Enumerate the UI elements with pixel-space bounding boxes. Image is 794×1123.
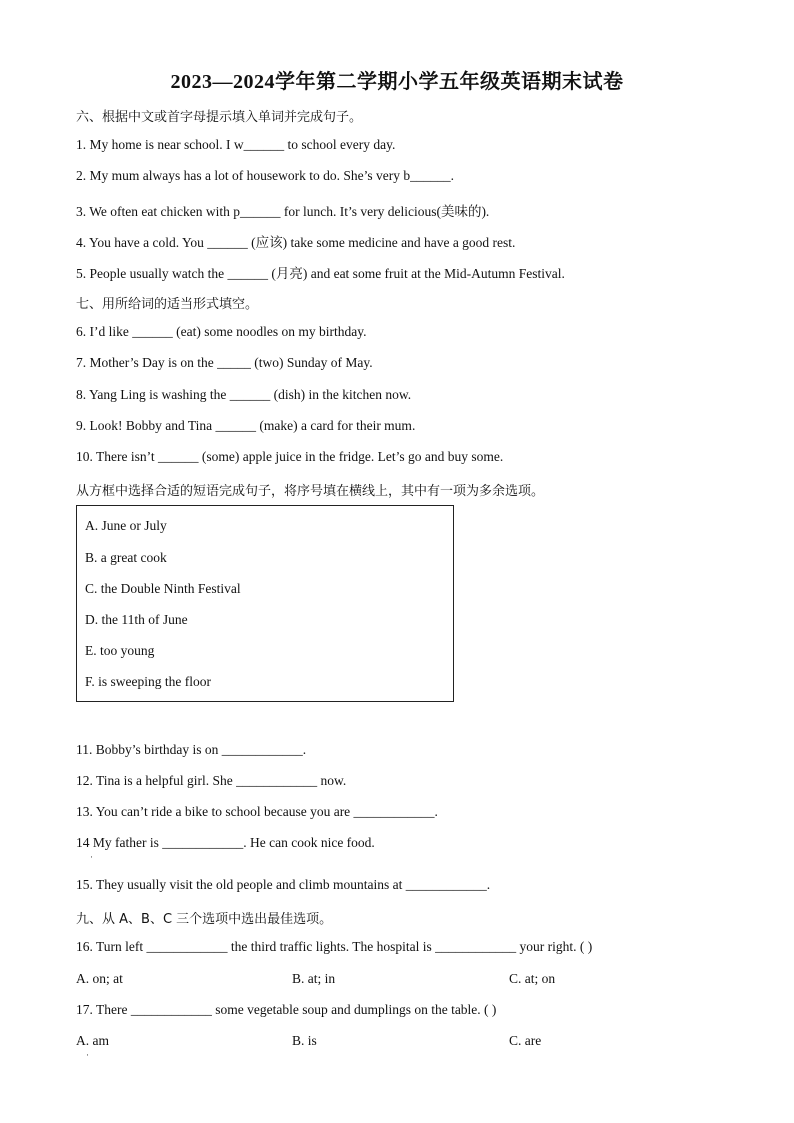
question-16-stem: 16. Turn left ____________ the third traffic lights. The hospital is ____________ your right. ( ): [76, 939, 593, 954]
question-15: 15. They usually visit the old people and climb mountains at ____________.: [76, 877, 491, 892]
question-14: 14 My father is ____________. He can cook nice food.: [76, 835, 375, 850]
question-4: 4. You have a cold. You ______ (应该) take some medicine and have a good rest.: [76, 235, 516, 250]
stray-dot-mark: ·: [86, 1050, 89, 1060]
question-17-option-b: B. is: [292, 1033, 317, 1048]
options-box: [76, 505, 454, 702]
stray-dot-mark: ·: [90, 852, 93, 862]
question-16-option-c: C. at; on: [509, 971, 556, 986]
page-title: 2023—2024学年第二学期小学五年级英语期末试卷: [170, 71, 624, 93]
box-option-f: F. is sweeping the floor: [85, 674, 212, 689]
section-8-heading: 从方框中选择合适的短语完成句子，将序号填在横线上，其中有一项为多余选项。: [76, 484, 545, 499]
question-16-option-a: A. on; at: [76, 971, 123, 986]
question-6: 6. I’d like ______ (eat) some noodles on my birthday.: [76, 324, 367, 339]
question-16-option-b: B. at; in: [292, 971, 336, 986]
section-6-heading: 六、根据中文或首字母提示填入单词并完成句子。: [76, 110, 363, 125]
box-option-e: E. too young: [85, 643, 155, 658]
question-9: 9. Look! Bobby and Tina ______ (make) a card for their mum.: [76, 418, 416, 433]
question-5: 5. People usually watch the ______ (月亮) and eat some fruit at the Mid-Autumn Festival.: [76, 266, 565, 281]
question-3: 3. We often eat chicken with p______ for lunch. It’s very delicious(美味的).: [76, 204, 490, 219]
question-8: 8. Yang Ling is washing the ______ (dish) in the kitchen now.: [76, 387, 412, 402]
section-9-heading: 九、从 A、B、C 三个选项中选出最佳选项。: [76, 912, 333, 927]
question-17-stem: 17. There ____________ some vegetable soup and dumplings on the table. ( ): [76, 1002, 497, 1017]
question-12: 12. Tina is a helpful girl. She ____________ now.: [76, 773, 347, 788]
question-1: 1. My home is near school. I w______ to school every day.: [76, 137, 396, 152]
box-option-d: D. the 11th of June: [85, 612, 188, 627]
question-10: 10. There isn’t ______ (some) apple juice in the fridge. Let’s go and buy some.: [76, 449, 504, 464]
box-option-a: A. June or July: [85, 518, 167, 533]
question-17-option-c: C. are: [509, 1033, 542, 1048]
box-option-c: C. the Double Ninth Festival: [85, 581, 241, 596]
section-7-heading: 七、用所给词的适当形式填空。: [76, 297, 259, 312]
question-11: 11. Bobby’s birthday is on ____________.: [76, 742, 307, 757]
question-2: 2. My mum always has a lot of housework to do. She’s very b______.: [76, 168, 454, 183]
box-option-b: B. a great cook: [85, 550, 167, 565]
question-13: 13. You can’t ride a bike to school because you are ____________.: [76, 804, 438, 819]
question-7: 7. Mother’s Day is on the _____ (two) Sunday of May.: [76, 355, 373, 370]
question-17-option-a: A. am: [76, 1033, 109, 1048]
